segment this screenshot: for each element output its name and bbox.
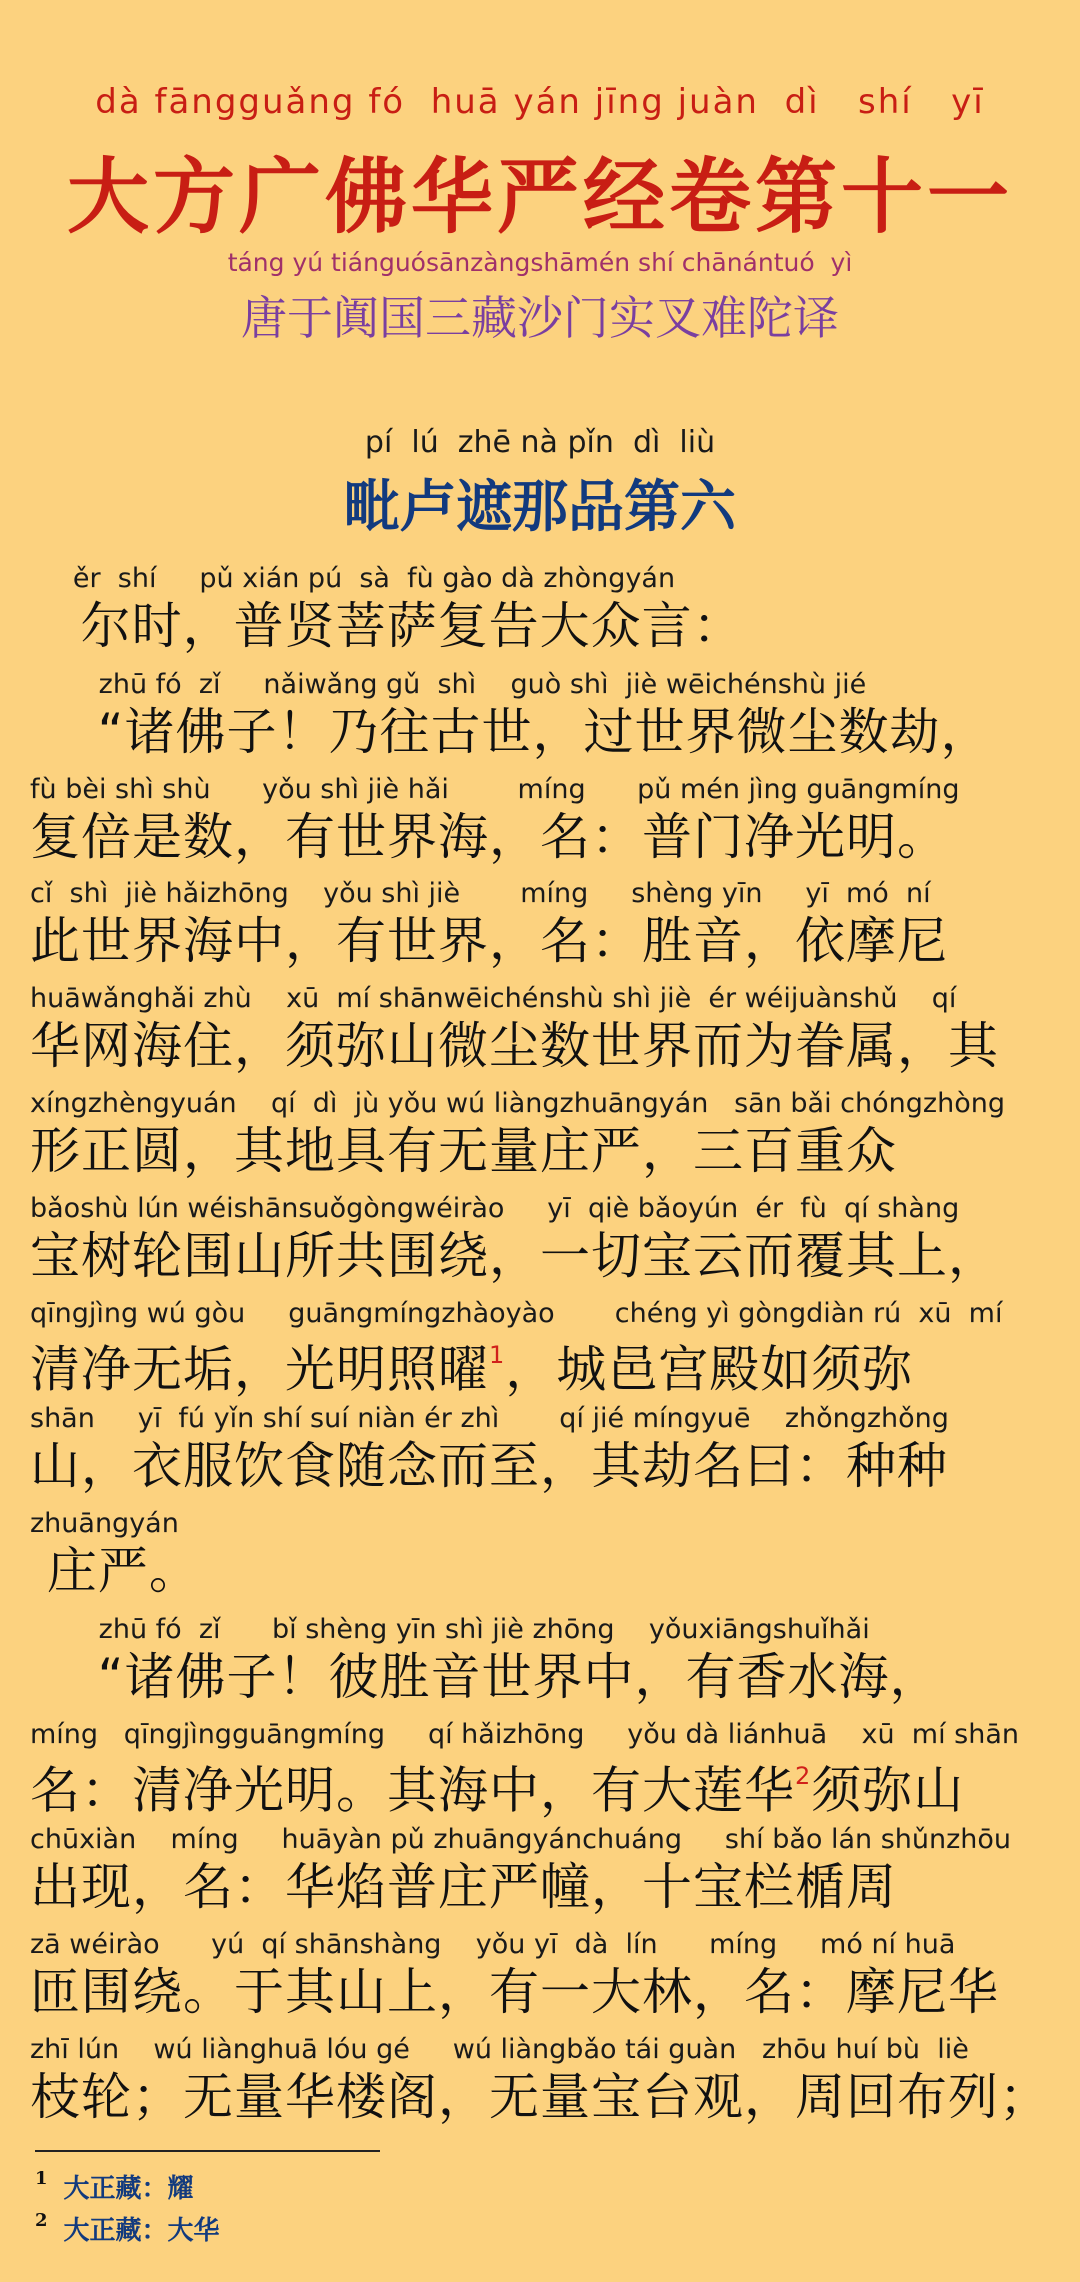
pinyin-row: huāwǎnghǎi zhù xū mí shānwēichénshù shì jiè ér wéijuànshǔ qí — [30, 983, 957, 1014]
hanzi-segment: 名：清净光明。其海中，有大莲华 — [30, 1761, 795, 1820]
hanzi-row: 华网海住，须弥山微尘数世界而为眷属，其 — [30, 1017, 999, 1075]
footnote-ref[interactable]: 1 — [489, 1341, 506, 1369]
hanzi-segment: ，城邑宫殿如须弥 — [505, 1340, 914, 1399]
text-line — [30, 668, 1060, 762]
hanzi-row: 宝树轮围山所共围绕，一切宝云而覆其上， — [30, 1227, 999, 1285]
translator-pinyin: táng yú tiánguósānzàngshāmén shí chānántuó yì — [227, 248, 853, 277]
pinyin-row: xíngzhèngyuán qí dì jù yǒu wú liàngzhuāngyán sān bǎi chóngzhòng — [30, 1088, 1005, 1119]
text-line — [30, 1823, 1060, 1917]
pinyin-row: míng qīngjìngguāngmíng qí hǎizhōng yǒu dà liánhuā xū mí shān — [30, 1719, 1020, 1750]
translator-line: 唐于阗国三藏沙门实叉难陀译 — [241, 291, 839, 345]
pinyin-row: chūxiàn míng huāyàn pǔ zhuāngyánchuáng shí bǎo lán shǔnzhōu — [30, 1824, 1012, 1855]
title-pinyin: dà fāngguǎng fó huā yán jīng juàn dì shí yī — [95, 82, 985, 122]
hanzi-row: 尔时，普贤菩萨复告大众言： — [30, 597, 744, 655]
hanzi-row: 山，衣服饮食随念而至，其劫名曰：种种 — [30, 1437, 948, 1495]
footnote-ref[interactable]: 2 — [795, 1762, 812, 1790]
hanzi-segment: 须弥山 — [811, 1761, 965, 1820]
text-line — [30, 1613, 1060, 1707]
hanzi-row: “诸佛子！彼胜音世界中，有香水海， — [30, 1648, 941, 1706]
text-line — [30, 2033, 1060, 2127]
hanzi-row — [30, 1752, 1060, 1821]
pinyin-row: zhuāngyán — [30, 1508, 179, 1539]
text-line — [30, 1192, 1060, 1286]
hanzi-segment: 清净无垢，光明照曜 — [30, 1340, 489, 1399]
pinyin-row: shān yī fú yǐn shí suí niàn ér zhì qí jié míngyuē zhǒngzhǒng — [30, 1403, 949, 1434]
pinyin-row: zhū fó zǐ nǎiwǎng gǔ shì guò shì jiè wēichénshù jié — [30, 669, 867, 700]
pinyin-row: cǐ shì jiè hǎizhōng yǒu shì jiè míng shèng yīn yī mó ní — [30, 878, 931, 909]
pinyin-row: zhū fó zǐ bǐ shèng yīn shì jiè zhōng yǒuxiāngshuǐhǎi — [30, 1614, 870, 1645]
pinyin-row: qīngjìng wú gòu guāngmíngzhàoyào chéng yì gòngdiàn rú xū mí — [30, 1298, 1003, 1329]
chapter-title: 毗卢遮那品第六 — [344, 474, 736, 540]
pinyin-row: fù bèi shì shù yǒu shì jiè hǎi míng pǔ mén jìng guāngmíng — [30, 774, 960, 805]
hanzi-row: 庄严。 — [30, 1542, 200, 1600]
footnote-divider — [35, 2150, 380, 2152]
hanzi-row: “诸佛子！乃往古世，过世界微尘数劫， — [30, 703, 992, 761]
text-line — [30, 982, 1060, 1076]
pinyin-row: bǎoshù lún wéishānsuǒgòngwéirào yī qiè bǎoyún ér fù qí shàng — [30, 1193, 960, 1224]
footnote-number: 1 — [35, 2168, 48, 2189]
text-line — [30, 1087, 1060, 1181]
footnote-text: 大正藏：耀 — [63, 2174, 194, 2204]
hanzi-row: 复倍是数，有世界海，名：普门净光明。 — [30, 808, 948, 866]
footnote-text: 大正藏：大华 — [63, 2216, 220, 2246]
text-line — [30, 1718, 1060, 1821]
footnote-number: 2 — [35, 2210, 48, 2231]
text-line — [30, 1297, 1060, 1400]
text-line — [30, 1928, 1060, 2022]
text-line — [30, 877, 1060, 971]
sutra-title: 大方广佛华严经卷第十一 — [66, 150, 1013, 245]
text-line — [30, 1402, 1060, 1496]
hanzi-row: 枝轮；无量华楼阁，无量宝台观，周回布列； — [30, 2068, 1050, 2126]
footnote — [35, 2210, 220, 2247]
hanzi-row: 匝围绕。于其山上，有一大林，名：摩尼华 — [30, 1963, 999, 2021]
pinyin-row: zhī lún wú liànghuā lóu gé wú liàngbǎo tái guàn zhōu huí bù liè — [30, 2034, 969, 2065]
chapter-pinyin: pí lú zhē nà pǐn dì liù — [364, 425, 716, 460]
hanzi-row: 形正圆，其地具有无量庄严，三百重众 — [30, 1122, 897, 1180]
footnote — [35, 2168, 194, 2205]
hanzi-row: 此世界海中，有世界，名：胜音，依摩尼 — [30, 912, 948, 970]
pinyin-row: ěr shí pǔ xián pú sà fù gào dà zhòngyán — [30, 563, 676, 594]
hanzi-row — [30, 1331, 1060, 1400]
pinyin-row: zā wéirào yú qí shānshàng yǒu yī dà lín míng mó ní huā — [30, 1929, 956, 1960]
hanzi-row: 出现，名：华焰普庄严幢，十宝栏楯周 — [30, 1858, 897, 1916]
text-line — [30, 562, 1060, 656]
text-line — [30, 1507, 1060, 1601]
text-line — [30, 773, 1060, 867]
